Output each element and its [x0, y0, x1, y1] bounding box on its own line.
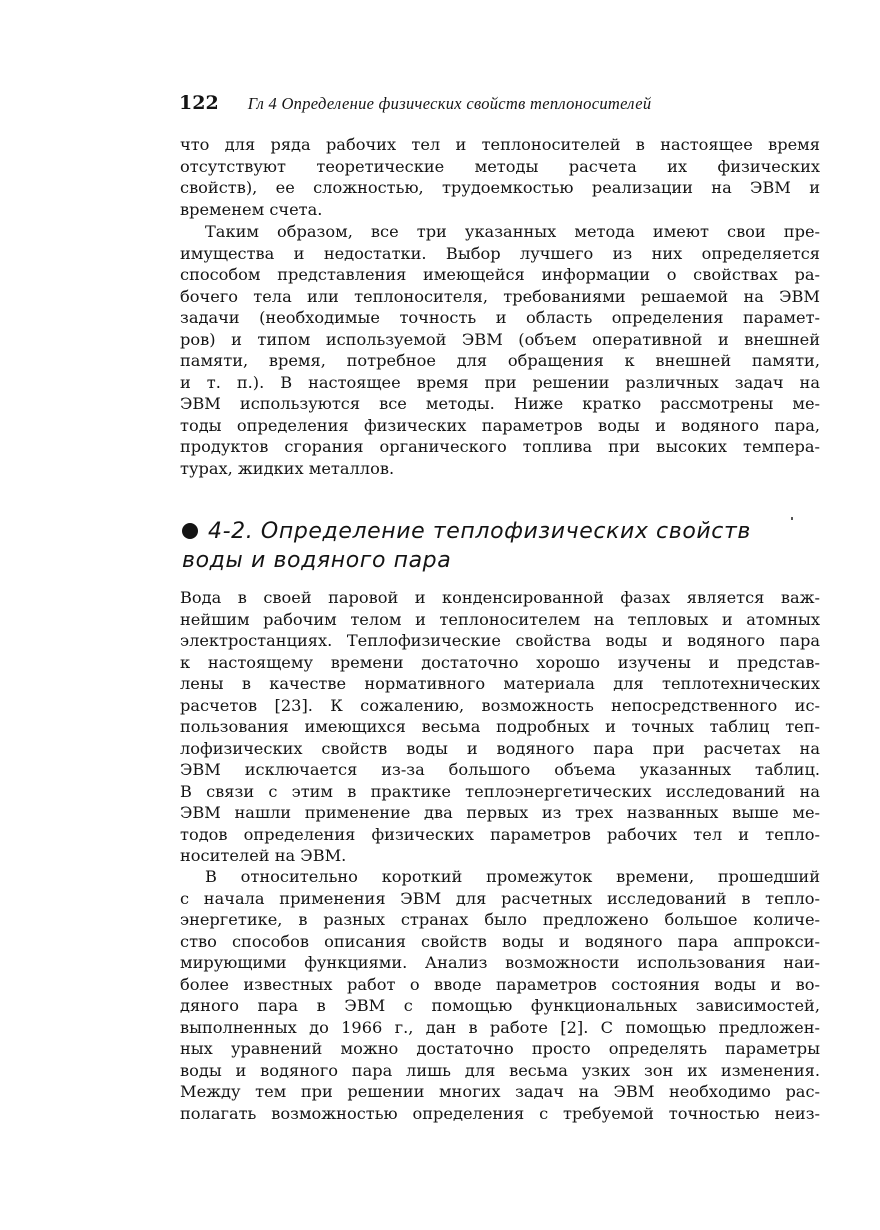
text-line: лены в качестве нормативного материала для теплотехнических	[180, 674, 820, 693]
text-line: ЭВМ используются все методы. Ниже кратко рассмотрены ме-	[180, 394, 820, 413]
text-line: энергетике, в разных странах было предложено большое количе-	[180, 910, 820, 929]
text-line: имущества и недостатки. Выбор лучшего из них определяется	[180, 243, 820, 263]
print-speck	[791, 517, 793, 520]
text-line: и т. п.). В настоящее время при решении различных задач на	[180, 372, 820, 392]
section-title-line-2: воды и водяного пара	[182, 548, 452, 573]
text-line: Таким образом, все три указанных метода имеют свои пре-	[205, 222, 820, 241]
paragraph-approximation	[180, 866, 820, 1124]
text-line: электростанциях. Теплофизические свойства воды и водяного пара	[180, 631, 820, 650]
section-title-line-1	[182, 517, 802, 546]
text-line: временем счета.	[180, 199, 323, 219]
text-line: ных уравнений можно достаточно просто определять параметры	[180, 1039, 820, 1058]
page-number: 122	[179, 92, 219, 114]
text-line: что для ряда рабочих тел и теплоносителей в настоящее время	[180, 135, 820, 154]
paragraph-water-steam	[180, 587, 820, 867]
text-line: дяного пара в ЭВМ с помощью функциональных зависимостей,	[180, 996, 820, 1015]
text-line: ЭВМ исключается из-за большого объема указанных таблиц.	[180, 760, 820, 779]
text-line: носителей на ЭВМ.	[180, 846, 347, 865]
text-line: тодов определения физических параметров рабочих тел и тепло-	[180, 824, 820, 844]
text-line: способом представления имеющейся информации о свойствах ра-	[180, 265, 820, 284]
text-line: более известных работ о вводе параметров состояния воды и во-	[180, 974, 820, 994]
text-line: ЭВМ нашли применение два первых из трех названных выше ме-	[180, 803, 820, 822]
paragraph-continuation	[180, 134, 820, 220]
text-line: отсутствуют теоретические методы расчета их физических	[180, 156, 820, 176]
text-line: В связи с этим в практике теплоэнергетических исследований на	[180, 781, 820, 801]
text-line: воды и водяного пара лишь для весьма узких зон их изменения.	[180, 1060, 820, 1080]
text-line: тоды определения физических параметров воды и водяного пара,	[180, 415, 820, 435]
running-head	[179, 92, 819, 120]
text-line: лофизических свойств воды и водяного пара при расчетах на	[180, 738, 820, 758]
text-line: свойств), ее сложностью, трудоемкостью реализации на ЭВМ и	[180, 178, 820, 197]
text-line: пользования имеющихся весьма подробных и точных таблиц теп-	[180, 717, 820, 736]
paragraph-summary	[180, 221, 820, 479]
text-line: Между тем при решении многих задач на ЭВМ необходимо рас-	[180, 1082, 820, 1101]
text-line: Вода в своей паровой и конденсированной фазах является важ-	[180, 588, 820, 607]
text-line: выполненных до 1966 г., дан в работе [2]. С помощью предложен-	[180, 1017, 820, 1037]
text-line: мирующими функциями. Анализ возможности использования наи-	[180, 953, 820, 972]
section-heading	[182, 517, 802, 575]
bullet-icon	[182, 523, 198, 539]
text-line: с начала применения ЭВМ для расчетных исследований в тепло-	[180, 888, 820, 908]
text-line: нейшим рабочим телом и теплоносителем на тепловых и атомных	[180, 609, 820, 629]
text-line: ство способов описания свойств воды и водяного пара аппрокси-	[180, 931, 820, 951]
text-line: продуктов сгорания органического топлива при высоких темпера-	[180, 437, 820, 456]
text-line: задачи (необходимые точность и область определения парамет-	[180, 308, 820, 327]
text-line: ров) и типом используемой ЭВМ (объем оперативной и внешней	[180, 329, 820, 349]
text-line: В относительно короткий промежуток времени, прошедший	[205, 867, 820, 886]
text-line: расчетов [23]. К сожалению, возможность непосредственного ис-	[180, 695, 820, 715]
running-title: Гл 4 Определение физических свойств теплоносителей	[247, 94, 652, 113]
text-line: бочего тела или теплоносителя, требованиями решаемой на ЭВМ	[180, 286, 820, 306]
text-line: полагать возможностью определения с требуемой точностью неиз-	[180, 1103, 820, 1123]
section-title-text: 4-2. Определение теплофизических свойств	[208, 519, 751, 544]
text-line: памяти, время, потребное для обращения к внешней памяти,	[180, 351, 820, 370]
text-line: турах, жидких металлов.	[180, 458, 395, 478]
text-line: к настоящему времени достаточно хорошо изучены и представ-	[180, 652, 820, 672]
